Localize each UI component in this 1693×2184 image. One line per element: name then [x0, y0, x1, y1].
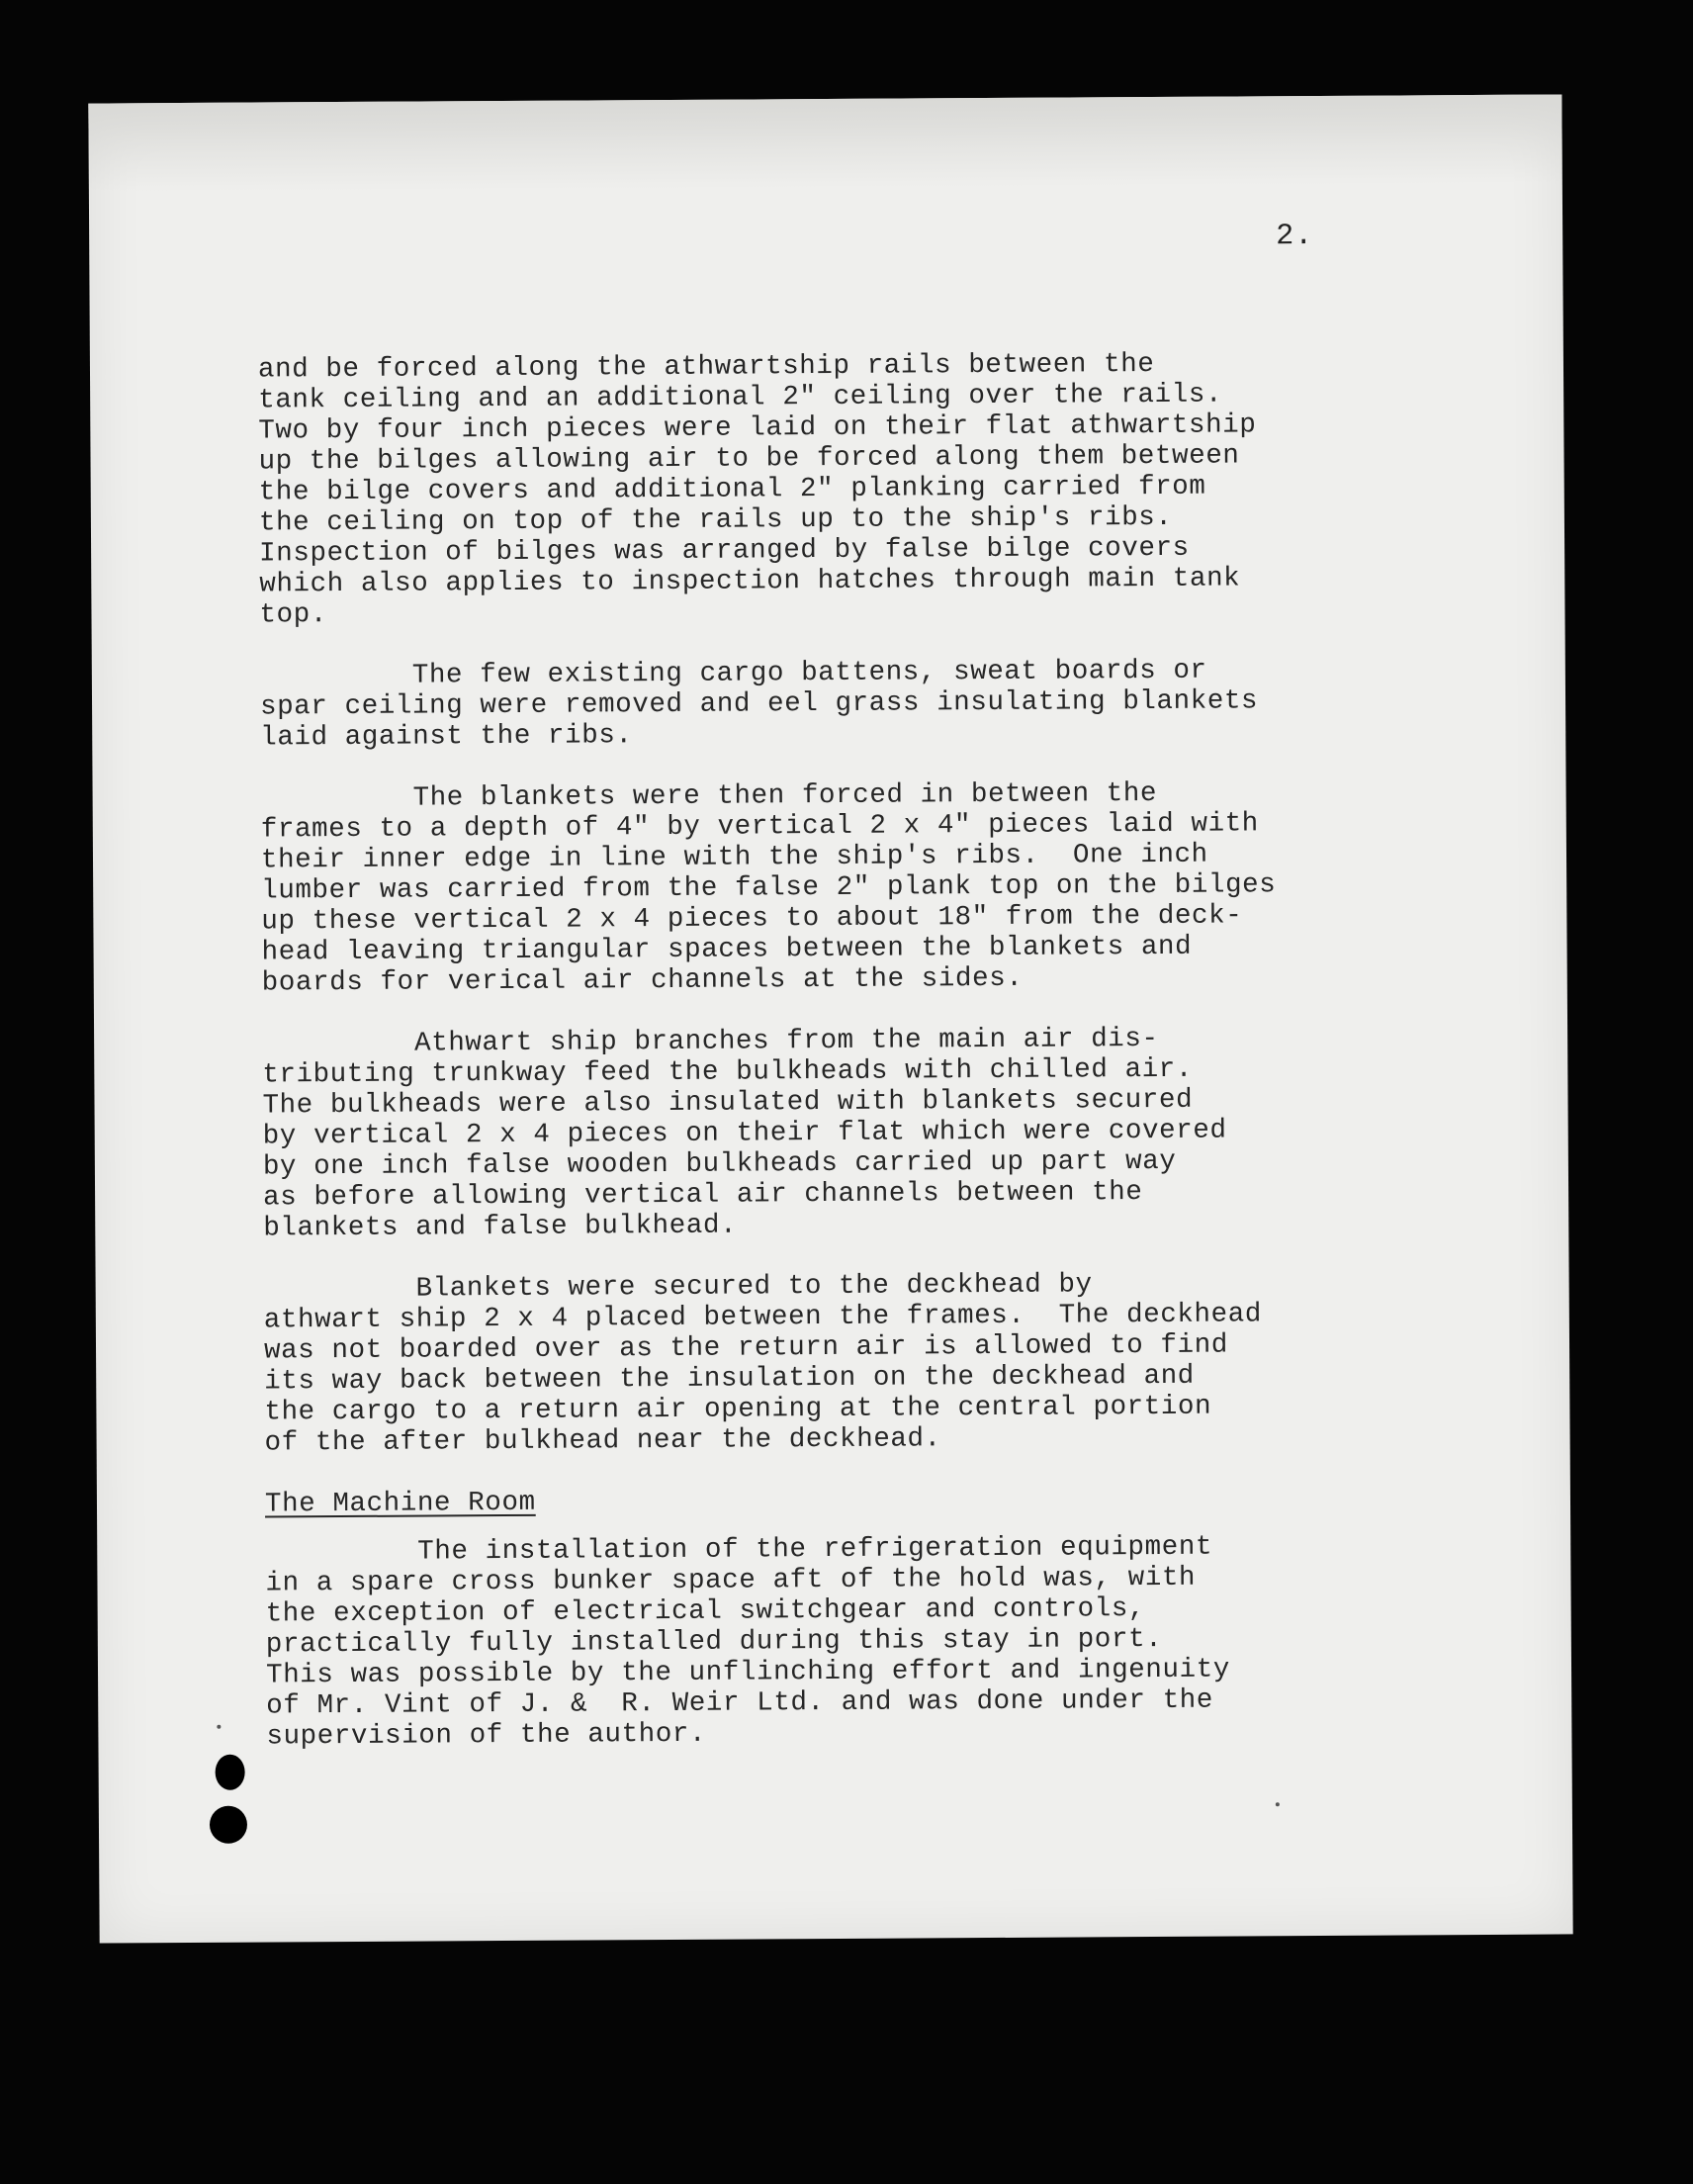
text-line: of the after bulkhead near the deckhead. — [264, 1423, 941, 1459]
text-line: laid against the ribs. — [260, 720, 633, 754]
text-line: of Mr. Vint of J. & R. Weir Ltd. and was done under the — [266, 1684, 1214, 1722]
ink-blot — [210, 1806, 247, 1844]
text-line: boards for verical air channels at the sides. — [261, 962, 1024, 999]
text-line: Two by four inch pieces were laid on their flat athwartship — [258, 410, 1257, 447]
section-paragraph — [265, 1530, 1512, 1753]
body-text — [258, 347, 1513, 1783]
text-line: Athwart ship branches from the main air dis- — [262, 1023, 1159, 1060]
text-line: frames to a depth of 4" by vertical 2 x 4" pieces laid with — [260, 808, 1259, 846]
ink-blot — [216, 1755, 245, 1790]
text-line: the ceiling on top of the rails up to the ship's ribs. — [258, 501, 1173, 539]
ink-speck — [217, 1725, 221, 1729]
document-page — [88, 94, 1572, 1943]
ink-speck — [1276, 1802, 1280, 1806]
text-line: up the bilges allowing air to be forced along them between — [258, 440, 1240, 478]
text-line: and be forced along the athwartship rails between the — [257, 348, 1155, 386]
text-line: spar ceiling were removed and eel grass insulating blankets — [259, 685, 1259, 723]
text-line: lumber was carried from the false 2" plank top on the bilges — [261, 869, 1277, 907]
paragraph-4 — [262, 1022, 1509, 1244]
paragraph-5 — [264, 1267, 1511, 1459]
text-line: top. — [259, 599, 328, 631]
text-line: tributing trunkway feed the bulkheads with chilled air. — [262, 1053, 1194, 1091]
text-line: by one inch false wooden bulkheads carried up part way — [262, 1145, 1177, 1183]
text-line: the cargo to a return air opening at the central portion — [264, 1391, 1212, 1428]
section-heading: The Machine Room — [264, 1487, 536, 1520]
text-line: by vertical 2 x 4 pieces on their flat which were covered — [262, 1115, 1227, 1152]
page-number: 2. — [1276, 220, 1314, 254]
paragraph-1 — [258, 347, 1506, 631]
text-line: Blankets were secured to the deckhead by — [263, 1269, 1093, 1306]
text-line: head leaving triangular spaces between the blankets and — [261, 931, 1193, 968]
text-line: The installation of the refrigeration equipment — [265, 1531, 1213, 1569]
text-line: the bilge covers and additional 2" planking carried from — [258, 471, 1206, 508]
paragraph-2 — [260, 654, 1507, 754]
text-line: the exception of electrical switchgear and controls, — [265, 1593, 1146, 1630]
text-line: The bulkheads were also insulated with blankets secured — [262, 1084, 1194, 1122]
text-line: The blankets were then forced in between the — [260, 777, 1158, 815]
text-line: up these vertical 2 x 4 pieces to about 18" from the deck- — [261, 900, 1243, 938]
text-line: blankets and false bulkhead. — [263, 1210, 738, 1244]
paragraph-3 — [261, 776, 1508, 999]
text-line: their inner edge in line with the ship's ribs. One inch — [260, 839, 1208, 876]
text-line: in a spare cross bunker space aft of the hold was, with — [265, 1562, 1197, 1599]
text-line: This was possible by the unflinching effort and ingenuity — [265, 1654, 1230, 1691]
text-line: as before allowing vertical air channels between the — [263, 1177, 1143, 1214]
text-line: tank ceiling and an additional 2" ceiling over the rails. — [258, 379, 1223, 416]
text-line: Inspection of bilges was arranged by false bilge covers — [259, 532, 1190, 570]
text-line: practically fully installed during this stay in port. — [265, 1623, 1163, 1661]
text-line: its way back between the insulation on the deckhead and — [264, 1360, 1195, 1398]
text-line: supervision of the author. — [266, 1718, 707, 1753]
text-line: The few existing cargo battens, sweat boards or — [259, 655, 1207, 692]
text-line: which also applies to inspection hatches through main tank — [259, 563, 1241, 600]
text-line: athwart ship 2 x 4 placed between the frames. The deckhead — [263, 1299, 1262, 1336]
text-line: was not boarded over as the return air is allowed to find — [263, 1329, 1228, 1367]
